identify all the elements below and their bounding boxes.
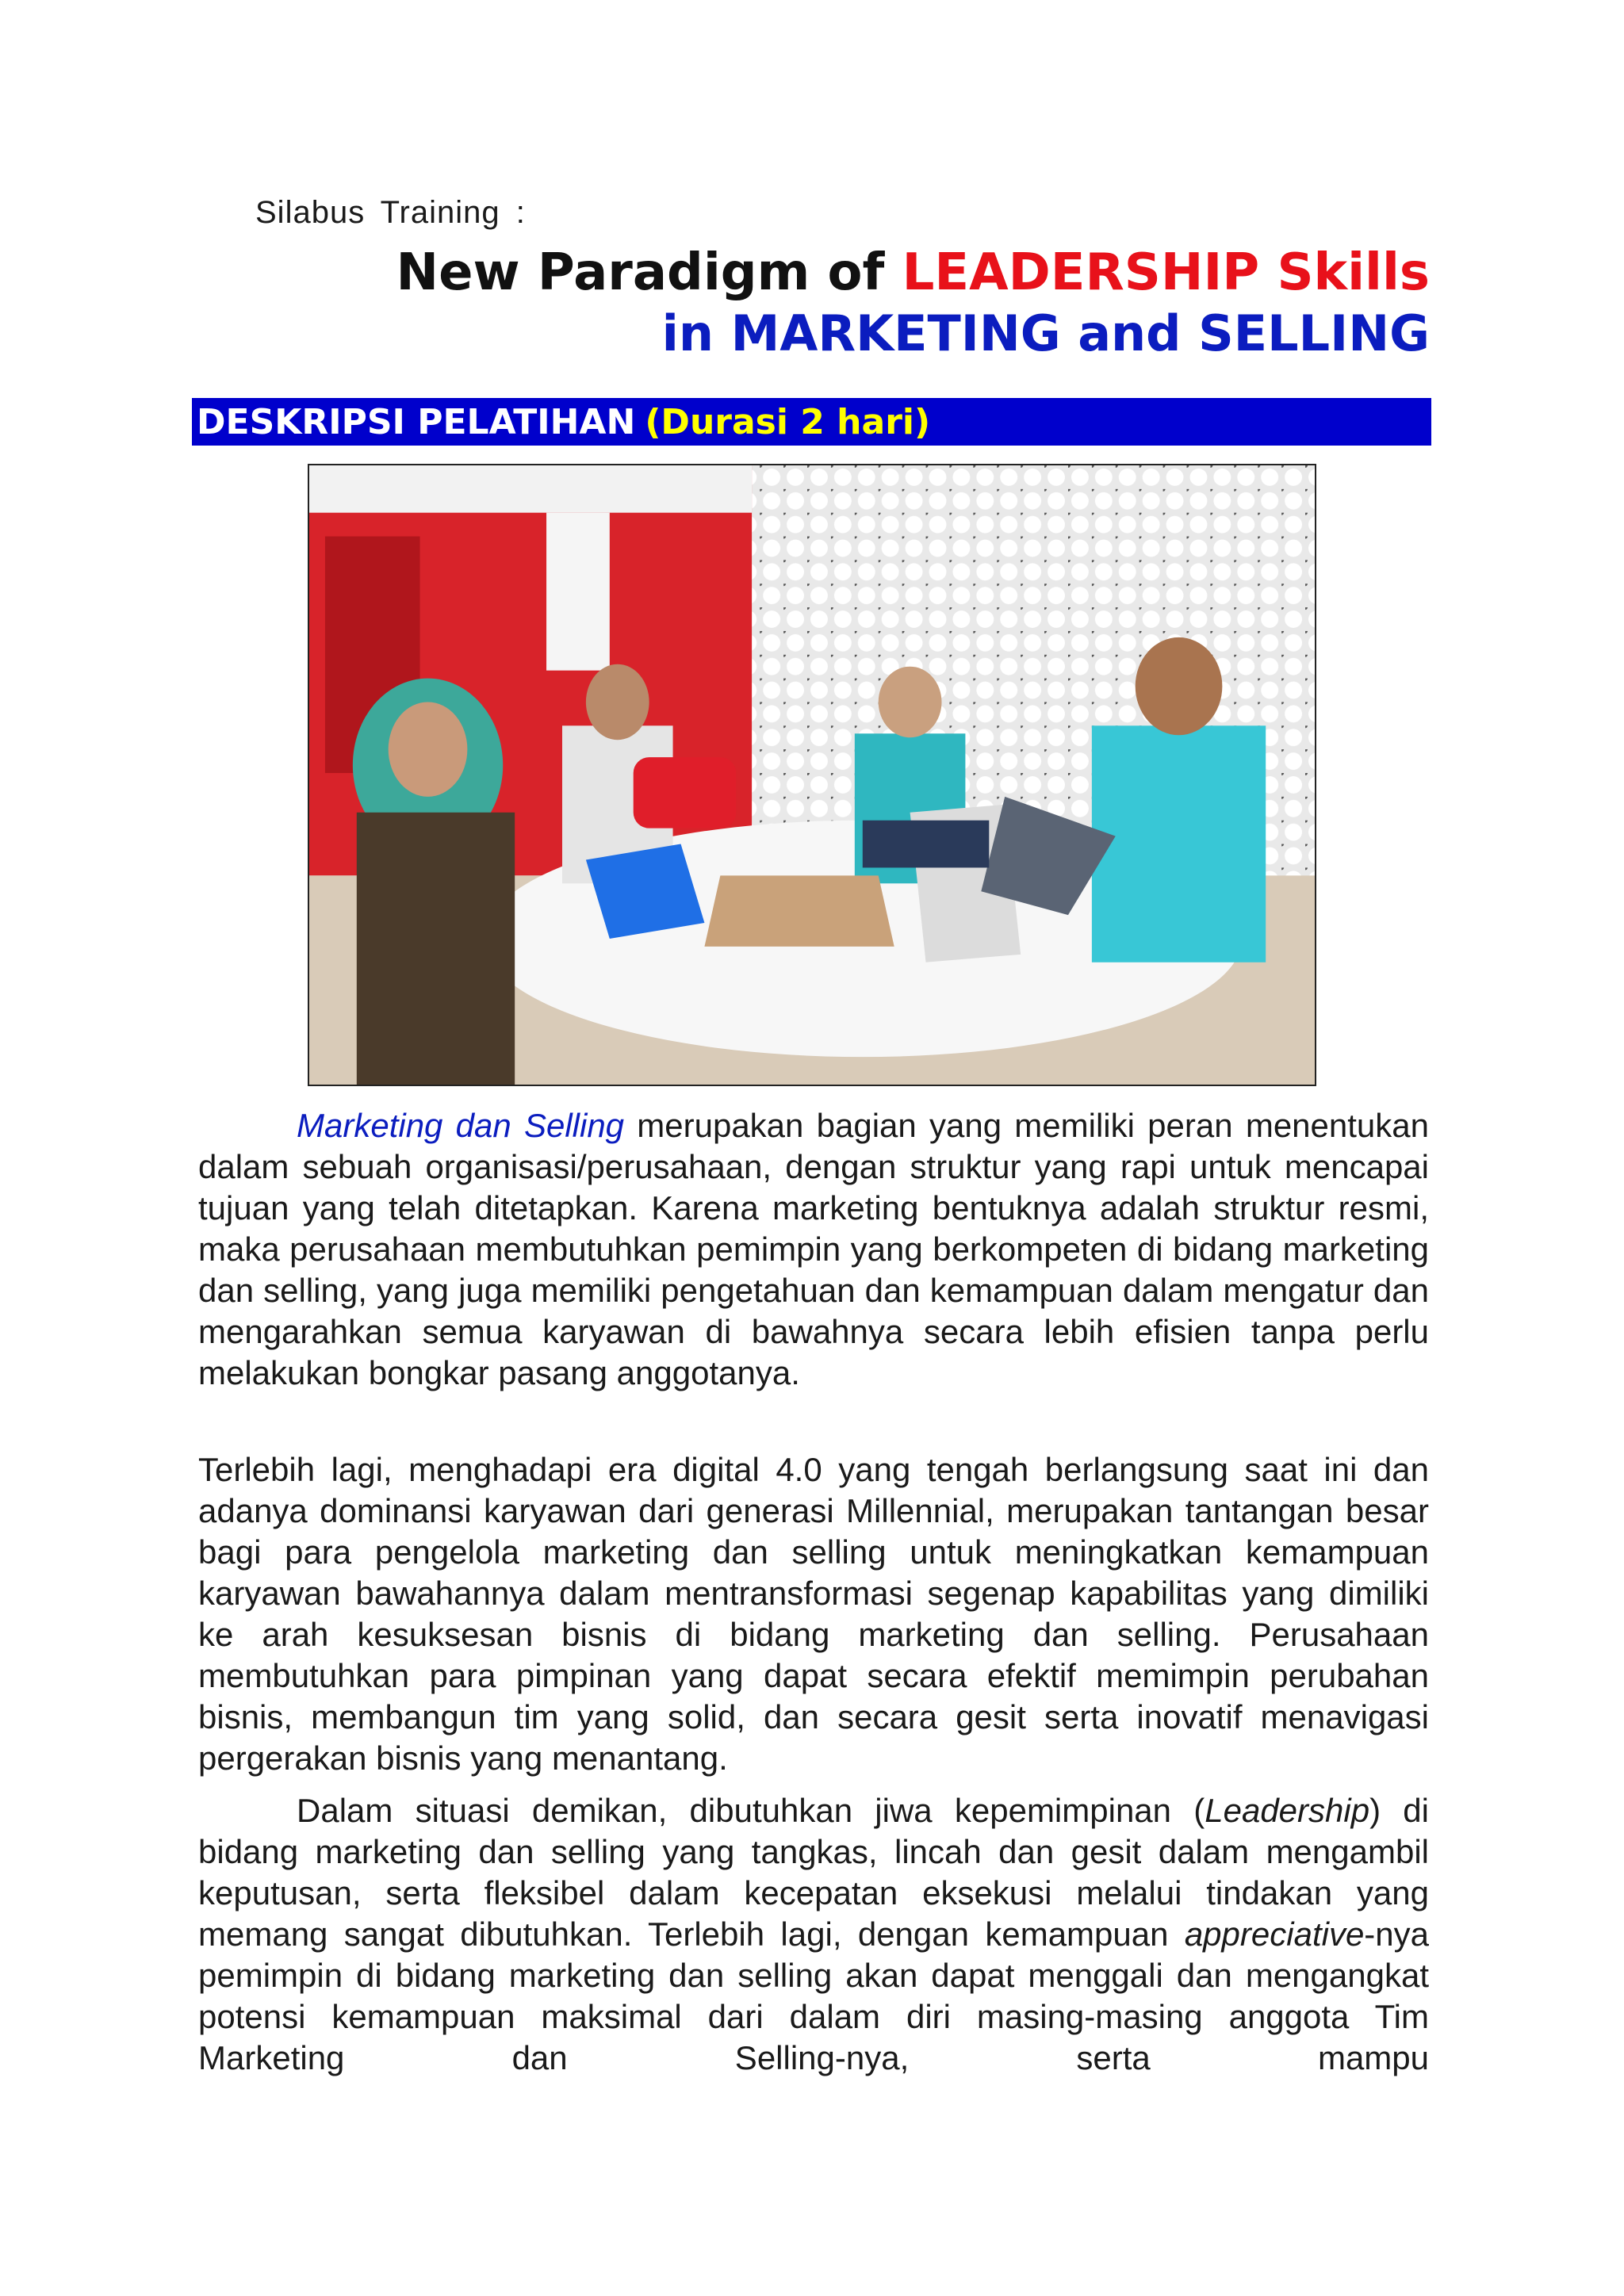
title-part-2: LEADERSHIP Skills <box>902 243 1430 302</box>
paragraph-3-text-b: ) di bidang marketing dan selling yang tangkas, lincah dan gesit dalam mengambil keputusan, serta fleksibel dalam kecepatan eksekusi melalui tindakan yang memang sangat dibutuhkan. Terlebih lagi, dengan kemampuan <box>198 1792 1429 1953</box>
paragraph-3-text-a: Dalam situasi demikan, dibutuhkan jiwa kepemimpinan ( <box>297 1792 1205 1829</box>
paragraph-2: Terlebih lagi, menghadapi era digital 4.0 yang tengah berlangsung saat ini dan adanya dominansi karyawan dari generasi Millennial, merupakan tantangan besar bagi para pengelola marketing dan selling untuk meningkatkan kemampuan karyawan bawahannya dalam mentransformasi segenap kapabilitas yang dimiliki ke arah kesuksesan bisnis di bidang marketing dan selling. Perusahaan membutuhkan para pimpinan yang dapat secara efektif memimpin perubahan bisnis, membangun tim yang solid, dan secara gesit serta inovatif menavigasi pergerakan bisnis yang menantang. <box>198 1451 1429 1777</box>
title-part-1: New Paradigm of <box>396 243 902 302</box>
training-photo <box>308 464 1316 1086</box>
pre-title: Silabus Training : <box>255 195 526 230</box>
training-photo-illustration <box>309 465 1315 1085</box>
document-title <box>396 242 1431 364</box>
paragraph-1-text: merupakan bagian yang memiliki peran menentukan dalam sebuah organisasi/perusahaan, dengan struktur yang rapi untuk mencapai tujuan yang telah ditetapkan. Karena marketing bentuknya adalah struktur resmi, maka perusahaan membutuhkan pemimpin yang berkompeten di bidang marketing dan selling, yang juga memiliki pengetahuan dan kemampuan dalam mengatur dan mengarahkan semua karyawan di bawahnya secara lebih efisien tanpa perlu melakukan bongkar pasang anggotanya. <box>198 1107 1429 1391</box>
section-header <box>192 398 1431 446</box>
title-line-2: in MARKETING and SELLING <box>661 304 1430 362</box>
section-duration: (Durasi 2 hari) <box>645 401 931 442</box>
paragraph-1 <box>198 1105 1429 1394</box>
section-label: DESKRIPSI PELATIHAN <box>197 401 636 442</box>
paragraph-3-leadership: Leadership <box>1205 1792 1370 1829</box>
paragraph-3 <box>198 1790 1429 2079</box>
paragraph-3-appreciative: appreciative <box>1184 1915 1365 1953</box>
title-line-1 <box>396 242 1431 304</box>
paragraph-1-lead: Marketing dan Selling <box>297 1107 625 1144</box>
paragraph-3-text-c: -nya pemimpin di bidang marketing dan selling akan dapat menggali dan mengangkat potensi kemampuan maksimal dari dalam diri masing-masing anggota Tim Marketing dan Selling-nya, serta mampu <box>198 1915 1429 2076</box>
